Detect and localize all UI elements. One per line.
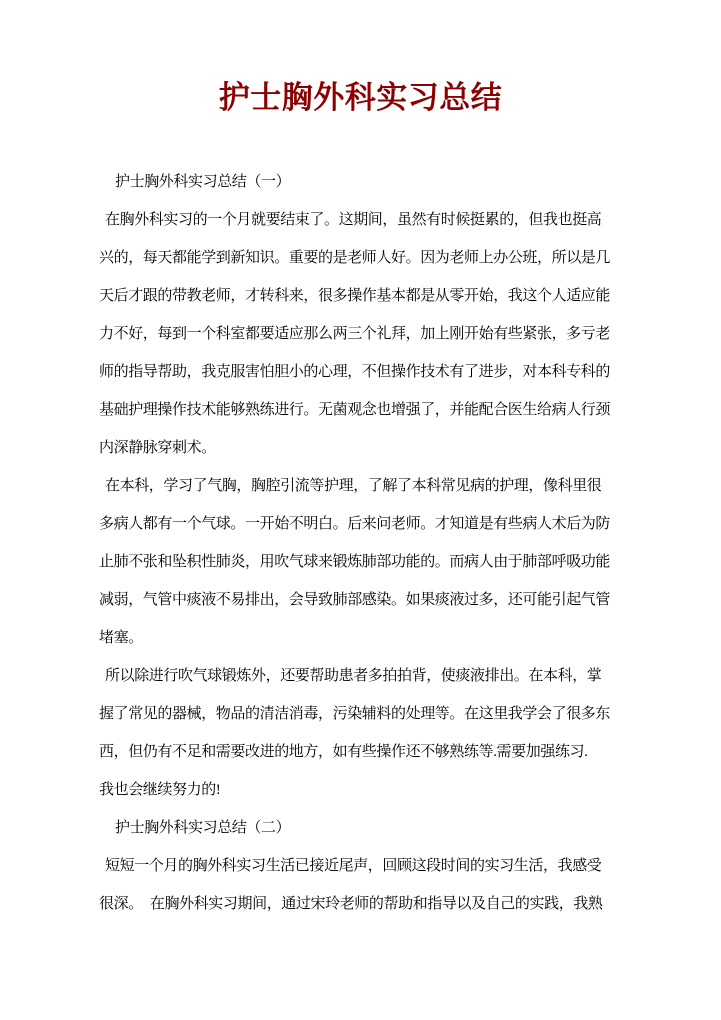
text-line: 短短一个月的胸外科实习生活已接近尾声，回顾这段时间的实习生活，我感受 — [105, 858, 602, 874]
text-line: 西，但仍有不足和需要改进的地方，如有些操作还不够熟练等.需要加强练习. — [99, 744, 588, 760]
text-line: 在本科，学习了气胸，胸腔引流等护理，了解了本科常见病的护理，像科里很 — [105, 478, 602, 494]
text-line: 基础护理操作技术能够熟练进行。无菌观念也增强了，并能配合医生给病人行颈 — [99, 402, 611, 418]
text-line: 力不好，每到一个科室都要适应那么两三个礼拜，加上刚开始有些紧张，多亏老 — [99, 326, 611, 342]
text-line: 所以除进行吹气球锻炼外，还要帮助患者多拍拍背，使痰液排出。在本科，掌 — [105, 668, 602, 684]
text-line: 在胸外科实习的一个月就要结束了。这期间，虽然有时候挺累的，但我也挺高 — [105, 212, 602, 228]
document-body — [0, 163, 721, 923]
text-line: 内深静脉穿刺术。 — [99, 440, 216, 456]
text-line: 减弱，气管中痰液不易排出，会导致肺部感染。如果痰液过多，还可能引起气管 — [99, 592, 611, 608]
text-line: 天后才跟的带教老师，才转科来，很多操作基本都是从零开始，我这个人适应能 — [99, 288, 611, 304]
section-heading-line: 护士胸外科实习总结（二） — [115, 820, 291, 836]
document-title: 护士胸外科实习总结 — [218, 80, 503, 115]
text-line: 兴的，每天都能学到新知识。重要的是老师人好。因为老师上办公班，所以是几 — [99, 250, 611, 266]
section-heading-line: 护士胸外科实习总结（一） — [115, 174, 291, 190]
text-line: 多病人都有一个气球。一开始不明白。后来问老师。才知道是有些病人术后为防 — [99, 516, 611, 532]
text-line: 堵塞。 — [99, 630, 143, 646]
text-line: 我也会继续努力的! — [99, 782, 221, 798]
text-line: 握了常见的器械，物品的清洁消毒，污染辅料的处理等。在这里我学会了很多东 — [99, 706, 611, 722]
text-line: 很深。 在胸外科实习期间，通过宋玲老师的帮助和指导以及自己的实践，我熟 — [99, 896, 603, 912]
text-line: 师的指导帮助，我克服害怕胆小的心理，不但操作技术有了进步，对本科专科的 — [99, 364, 611, 380]
text-line: 止肺不张和坠积性肺炎，用吹气球来锻炼肺部功能的。而病人由于肺部呼吸功能 — [99, 554, 611, 570]
